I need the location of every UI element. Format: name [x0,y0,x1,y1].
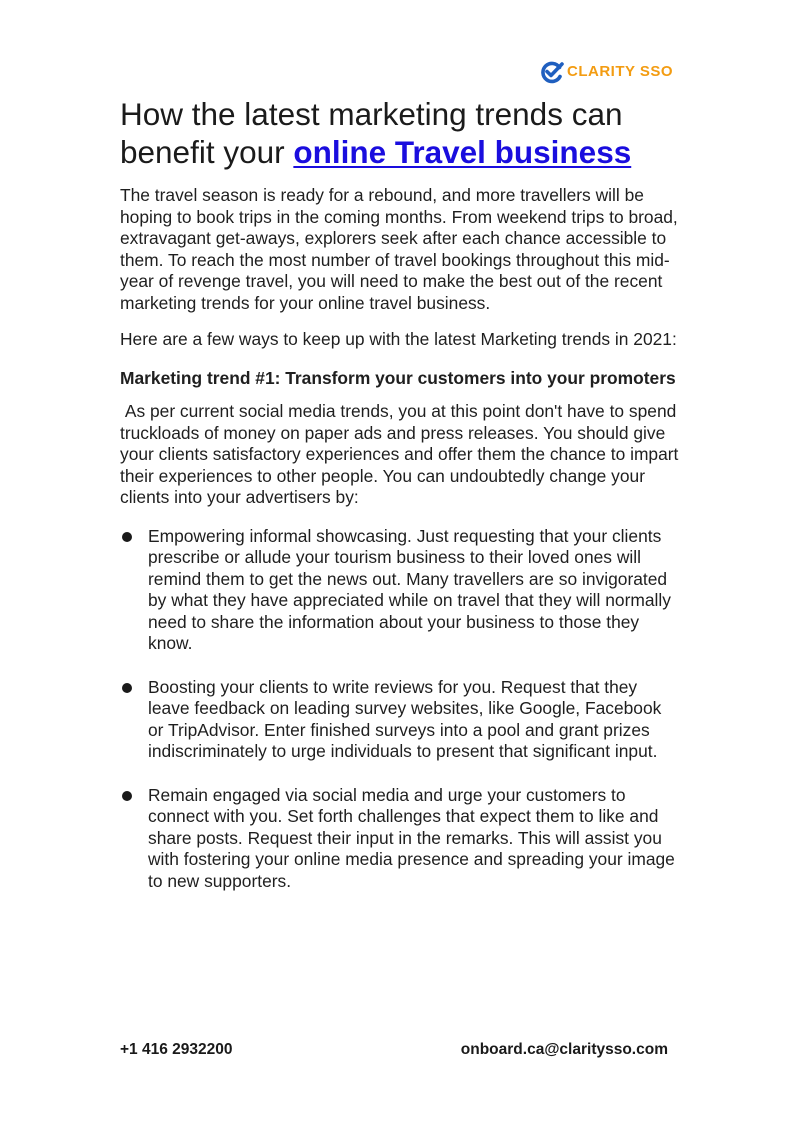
page-title-prefix: How the latest marketing trends can benefit your [120,96,623,170]
bullet-icon [122,683,132,693]
list-item-text: Empowering informal showcasing. Just requesting that your clients prescribe or allude your tourism business to their loved ones will remind them to get the news out. Many travellers are so invigorated by what they have appreciated while on travel that they will normally need to share the information about your business to those they know. [148,525,671,653]
intro-paragraph: The travel season is ready for a rebound, and more travellers will be hoping to book trips in the coming months. From weekend trips to broad, extravagant get-aways, explorers seek after each chance accessible to them. To reach the most number of travel bookings throughout this mid-year of revenge travel, you will need to make the best out of the recent marketing trends for your online travel business. [120,185,678,313]
brand-logo [540,60,673,84]
clarity-check-logo-icon [540,60,564,84]
online-travel-business-link[interactable]: online Travel business [293,134,632,170]
brand-name: CLARITY SSO [567,63,674,80]
bullet-icon [122,532,132,542]
list-item [120,526,680,655]
list-item [120,677,680,763]
section-body-paragraph: As per current social media trends, you at this point don't have to spend truckloads of money on paper ads and press releases. You should give your clients satisfactory experiences and offer them the chance to impart their experiences to other people. You can undoubtedly change your clients into your advertisers by: [120,401,684,507]
list-item [120,785,680,893]
bullet-list [120,526,680,893]
list-item-text: Remain engaged via social media and urge your customers to connect with you. Set forth challenges that expect them to like and share posts. Request their input in the remarks. This will assist you with fostering your online media presence and spreading your image to new supporters. [148,784,675,891]
page-footer [120,1041,668,1059]
footer-phone: +1 416 2932200 [120,1041,233,1058]
section-heading: Marketing trend #1: Transform your customers into your promoters [120,367,676,388]
page-title [120,95,700,171]
article-body [120,185,684,914]
list-item-text: Boosting your clients to write reviews for you. Request that they leave feedback on leading survey websites, like Google, Facebook or TripAdvisor. Enter finished surveys into a pool and grant prizes indiscriminately to urge individuals to present that significant input. [148,676,662,761]
bullet-icon [122,791,132,801]
footer-email: onboard.ca@claritysso.com [460,1041,668,1058]
lead-paragraph: Here are a few ways to keep up with the latest Marketing trends in 2021: [120,329,677,349]
